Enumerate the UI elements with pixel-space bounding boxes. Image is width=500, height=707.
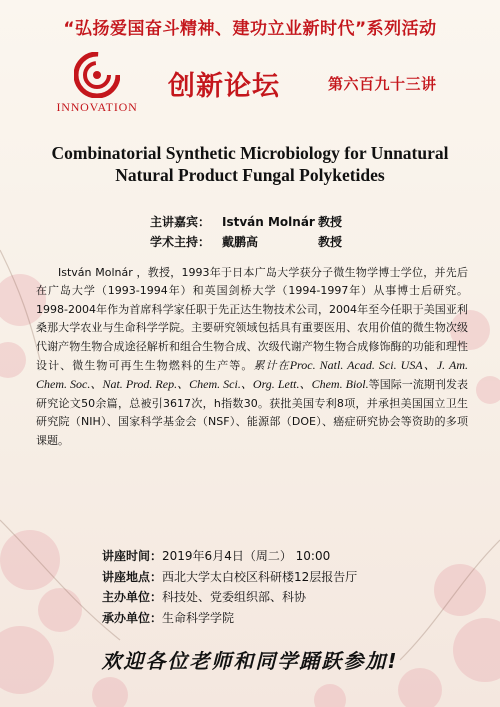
talk-title-line-2: Natural Product Fungal Polyketides <box>115 165 385 185</box>
innovation-logo-icon <box>74 52 120 98</box>
host-row <box>150 232 342 252</box>
forum-name: 创新论坛 <box>168 71 280 102</box>
speaker-title: 教授 <box>318 215 343 229</box>
speaker-bio <box>36 264 468 450</box>
host-title: 教授 <box>318 235 343 249</box>
lecture-number: 第六百九十三讲 <box>328 75 437 93</box>
organizer-row <box>102 587 357 608</box>
place-value: 西北大学太白校区科研楼12层报告厅 <box>162 569 358 584</box>
speaker-name: István Molnár <box>222 215 315 229</box>
innovation-logo <box>54 52 140 115</box>
place-row <box>102 567 357 588</box>
host-org-row <box>102 608 357 629</box>
talk-title-line-1: Combinatorial Synthetic Microbiology for Unnatural <box>51 143 449 163</box>
host-org-label: 承办单位： <box>102 610 163 625</box>
bio-text-2: 等国际一流期刊发表研究论文50余篇，总被引3617次，h指数30。获批美国专利8项，并承担美国国立卫生研究院（NIH）、国家科学基金会（NSF）、能源部（DOE）、癌症研究协会等资助的多项课题。 <box>36 378 468 447</box>
time-row <box>102 546 357 567</box>
people-block <box>150 212 342 252</box>
bio-text-1: István Molnár ，教授，1993年于日本广岛大学获分子微生物学博士学位，并先后在广岛大学（1993-1994年）和英国剑桥大学（1994-1997年）从事博士后研究。1998-2004年作为首席科学家任职于先正达生物技术公司，2004年至今任职于美国亚利桑那大学农业与生命科学学院。主要研究领域包括具有重要医用、农用价值的微生物次级代谢产物生物合成途径解析和组合生物合成、次级代谢产物生物合成修饰酶的功能和理性设计、微生物可再生生物燃料的生产等。 <box>36 266 468 373</box>
host-org-value: 生命科学学院 <box>162 610 235 625</box>
time-label: 讲座时间： <box>102 549 163 563</box>
speaker-label: 主讲嘉宾： <box>150 215 211 229</box>
bio-journals: Proc. Natl. Acad. Sci. USA、J. Am. Chem. Soc.、Nat. Prod. Rep.、Chem. Sci.、Org. Lett.、Chem. Biol. <box>36 358 469 392</box>
campaign-title: “弘扬爱国奋斗精神、建功立业新时代”系列活动 <box>63 19 437 39</box>
time-value: 2019年6月4日（周二） 10:00 <box>162 549 331 563</box>
host-label: 学术主持： <box>150 235 211 249</box>
organizer-value: 科技处、党委组织部、科协 <box>162 590 307 604</box>
welcome-message: 欢迎各位老师和同学踊跃参加! <box>101 649 399 673</box>
bio-journals-lead: 累计在 <box>253 359 290 373</box>
logo-wordmark: INNOVATION <box>56 100 138 114</box>
host-name: 戴鹏高 <box>222 235 259 249</box>
event-info <box>102 546 357 628</box>
place-label: 讲座地点： <box>102 569 163 584</box>
speaker-row <box>150 212 342 232</box>
organizer-label: 主办单位： <box>102 590 163 604</box>
talk-title <box>10 142 490 186</box>
